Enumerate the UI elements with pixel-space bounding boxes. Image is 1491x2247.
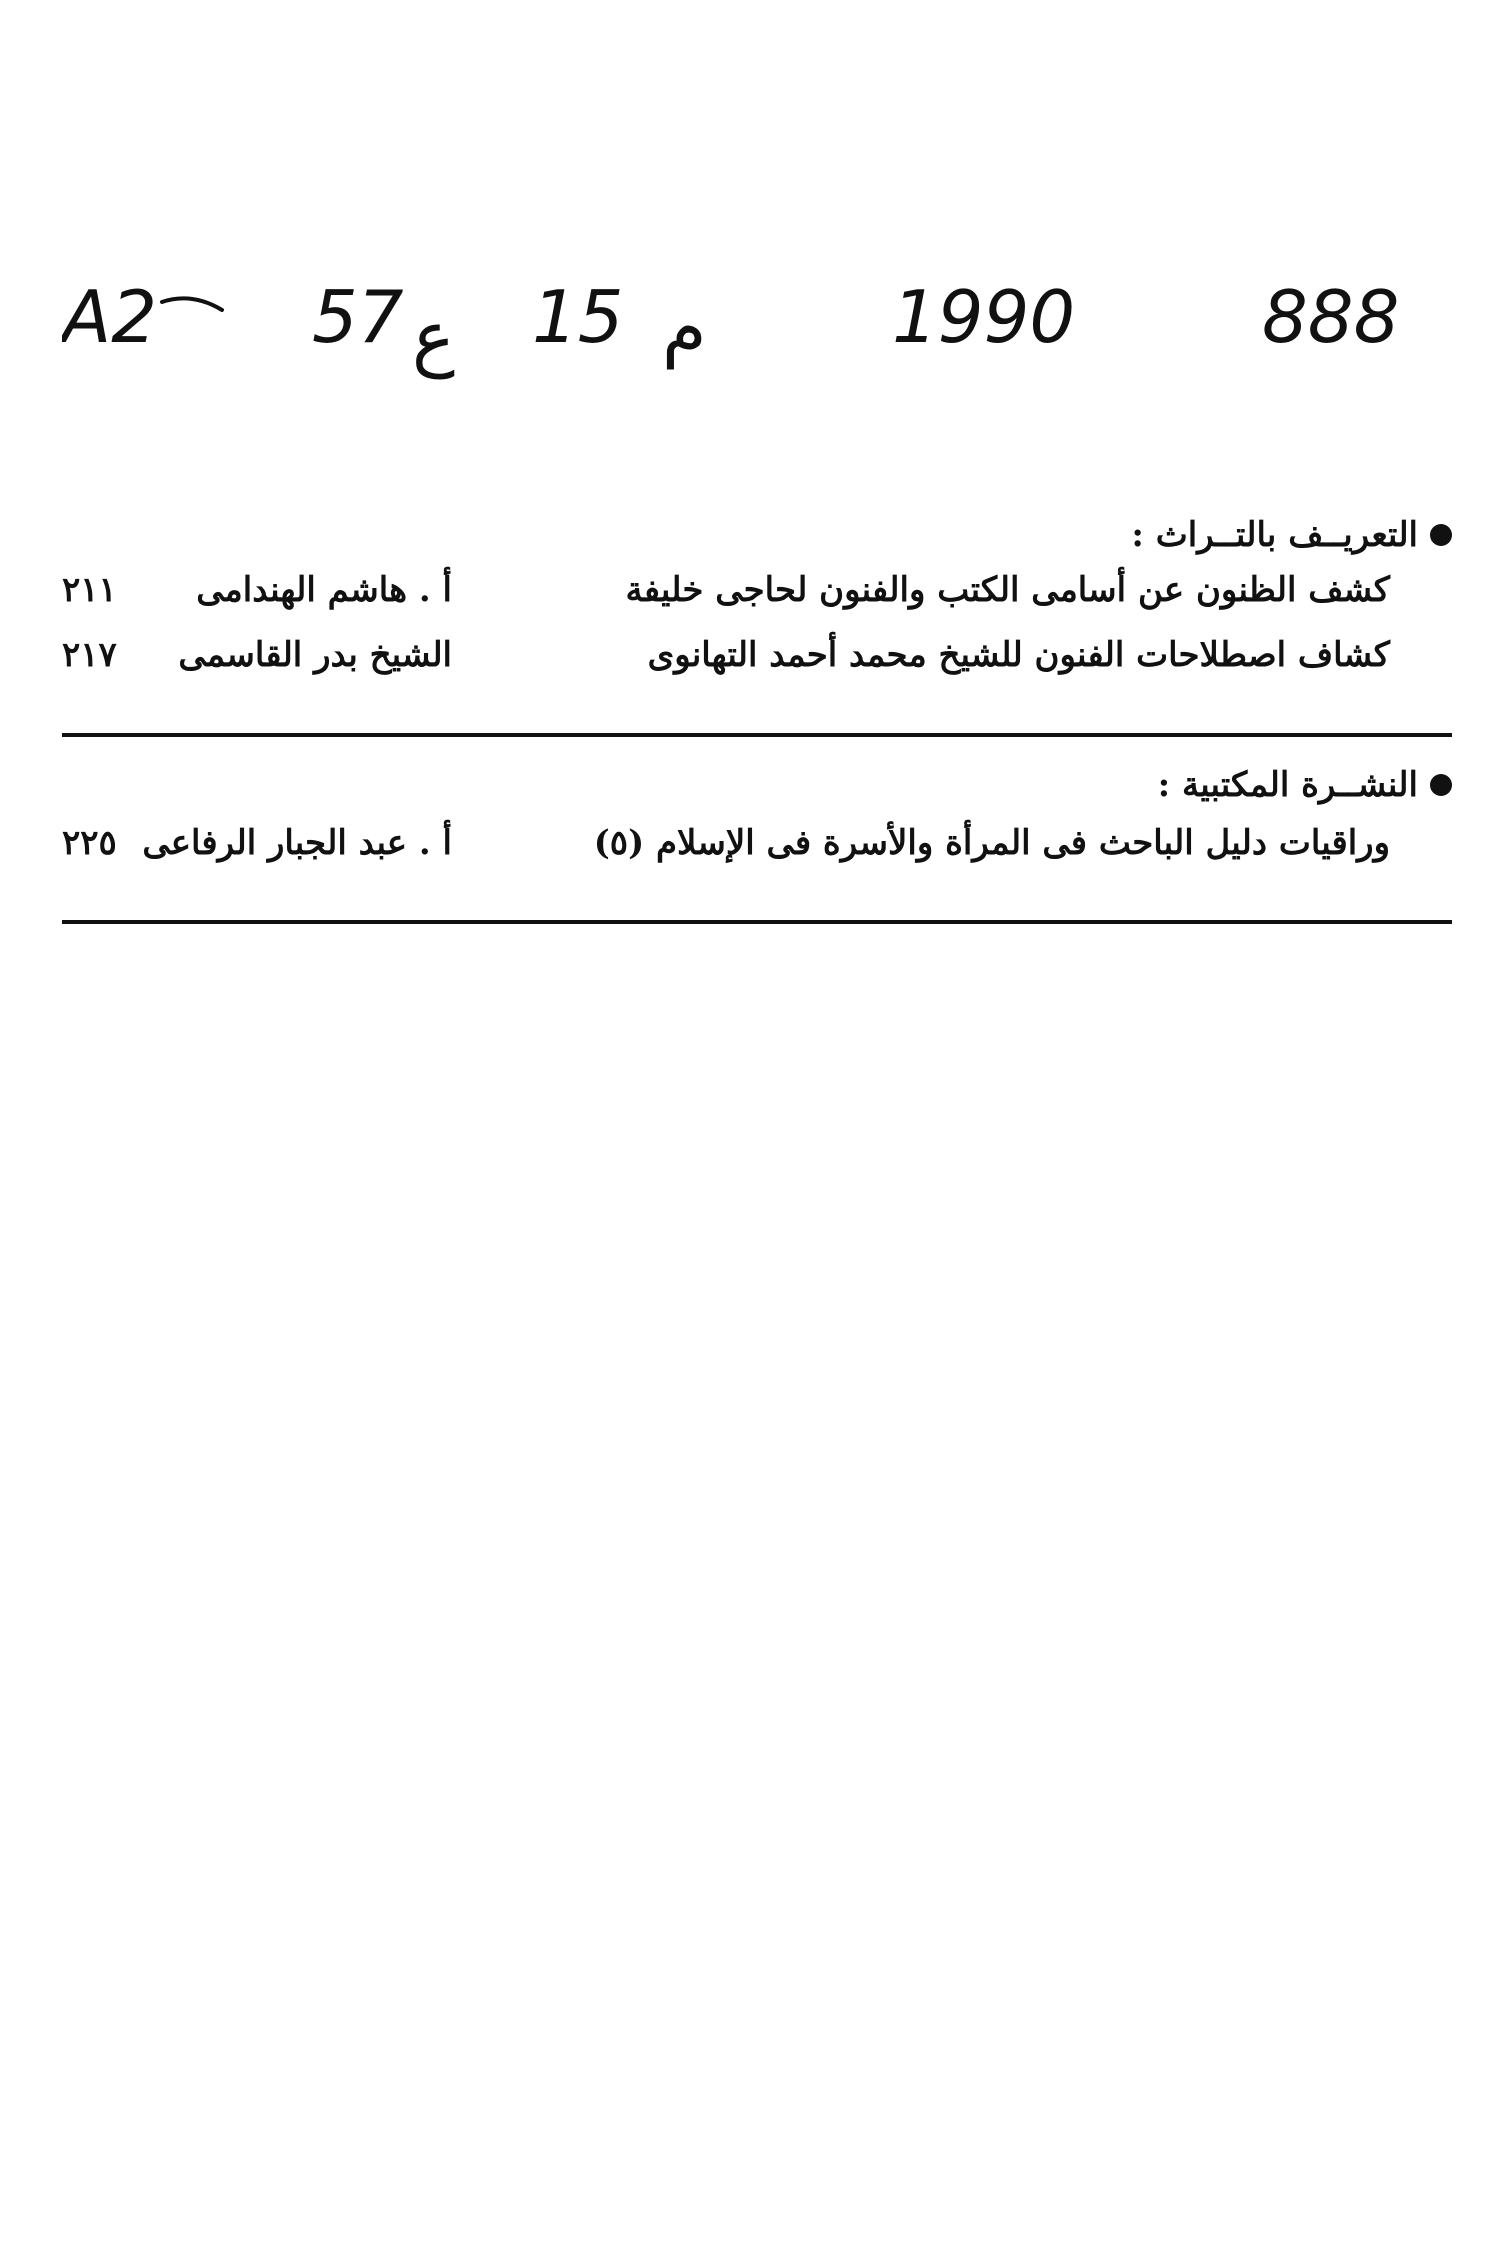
handwritten-part: ع — [412, 295, 455, 379]
handwritten-part: 1990 — [892, 275, 1076, 359]
entry-title: كشف الظنون عن أسامى الكتب والفنون لحاجى خليفة — [625, 570, 1390, 610]
entry-author: أ . عبد الجبار الرفاعى — [142, 823, 452, 863]
entry-page: ٢١٧ — [62, 635, 117, 675]
entry-author: الشيخ بدر القاسمى — [178, 635, 452, 675]
bullet-icon — [1430, 524, 1452, 546]
handwritten-part: 57 — [312, 275, 404, 359]
entry-page: ٢٢٥ — [62, 823, 117, 863]
handwritten-part: م — [662, 285, 707, 369]
bullet-icon — [1430, 774, 1452, 796]
section-heading-text: النشــرة المكتبية : — [1157, 765, 1418, 805]
entry-title: وراقيات دليل الباحث فى المرأة والأسرة فى الإسلام (٥) — [593, 823, 1390, 863]
handwritten-note-drawing — [62, 262, 1402, 422]
handwritten-part: 15 — [532, 275, 624, 359]
section-divider — [62, 733, 1452, 737]
section-library-bulletin — [62, 765, 1452, 905]
toc-entry — [62, 823, 1452, 875]
handwritten-part: 888 — [1262, 275, 1400, 359]
entry-title: كشاف اصطلاحات الفنون للشيخ محمد أحمد التهانوى — [647, 635, 1390, 675]
section-heading — [1131, 515, 1452, 555]
handwritten-part: A2 — [62, 275, 158, 359]
entry-page: ٢١١ — [62, 570, 117, 610]
section-heading — [1158, 765, 1452, 805]
section-divider — [62, 920, 1452, 924]
entry-author: أ . هاشم الهندامى — [196, 570, 452, 610]
section-heading-text: التعريــف بالتــراث : — [1131, 515, 1418, 555]
handwritten-note — [62, 262, 1402, 422]
toc-entry — [62, 570, 1452, 622]
toc-entry — [62, 635, 1452, 687]
section-heritage — [62, 515, 1452, 715]
